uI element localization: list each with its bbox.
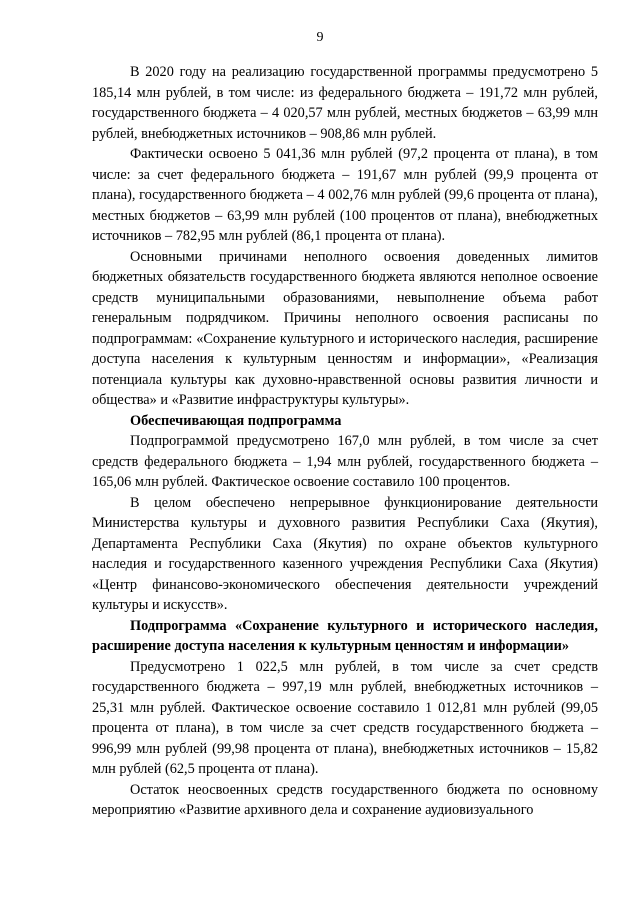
heading-support-subprogram: Обеспечивающая подпрограмма: [130, 412, 342, 429]
document-body: [92, 62, 598, 821]
paragraph-heritage-funding: Предусмотрено 1 022,5 млн рублей, в том числе за счет средств государственного бюджета – 997,19 млн рублей, внебюджетных источников – 25,31 млн рублей. Фактическое освоение составило 1 012,81 млн рублей (99,05 процента от плана), в том числе за счет средств государственного бюджета – 996,99 млн рублей (99,98 процента от плана), внебюджетных источников – 15,82 млн рублей (62,5 процента от плана).: [92, 658, 598, 777]
page-number: 9: [316, 30, 324, 45]
heading-heritage-subprogram: Подпрограмма «Сохранение культурного и исторического наследия, расширение доступа населения к культурным ценностям и информации»: [92, 617, 598, 654]
paragraph-heritage-remainder: Остаток неосвоенных средств государственного бюджета по основному мероприятию «Развитие архивного дела и сохранение аудиовизуального: [92, 781, 598, 818]
paragraph-support-funding: Подпрограммой предусмотрено 167,0 млн рублей, в том числе за счет средств федерального бюджета – 1,94 млн рублей, государственного бюджета – 165,06 млн рублей. Фактическое освоение составило 100 процентов.: [92, 433, 598, 490]
paragraph-support-operations: В целом обеспечено непрерывное функционирование деятельности Министерства культуры и духовного развития Республики Саха (Якутия), Департамента Республики Саха (Якутия) по охране объектов культурного наследия и государственного казенного учреждения Республики Саха (Якутия) «Центр финансово-экономического обеспечения деятельности учреждений культуры и искусств».: [92, 494, 598, 613]
paragraph-underspending-reasons: Основными причинами неполного освоения доведенных лимитов бюджетных обязательств государственного бюджета являются неполное освоение средств муниципальными образованиями, невыполнение объема работ генеральным подрядчиком. Причины неполного освоения расписаны по подпрограммам: «Сохранение культурного и исторического наследия, расширение доступа населения к культурным ценностям и информации», «Реализация потенциала культуры как духовно-нравственной основы развития личности и общества» и «Развитие инфраструктуры культуры».: [92, 248, 598, 408]
paragraph-actual-spending: Фактически освоено 5 041,36 млн рублей (97,2 процента от плана), в том числе: за счет федерального бюджета – 191,67 млн рублей (99,9 процента от плана), государственного бюджета – 4 002,76 млн рублей (99,6 процента от плана), местных бюджетов – 63,99 млн рублей (100 процентов от плана), внебюджетных источников – 782,95 млн рублей (86,1 процента от плана).: [92, 146, 598, 244]
paragraph-funding-2020: В 2020 году на реализацию государственной программы предусмотрено 5 185,14 млн рублей, в том числе: из федерального бюджета – 191,72 млн рублей, государственного бюджета – 4 020,57 млн рублей, местных бюджетов – 63,99 млн рублей, внебюджетных источников – 908,86 млн рублей.: [92, 64, 598, 142]
